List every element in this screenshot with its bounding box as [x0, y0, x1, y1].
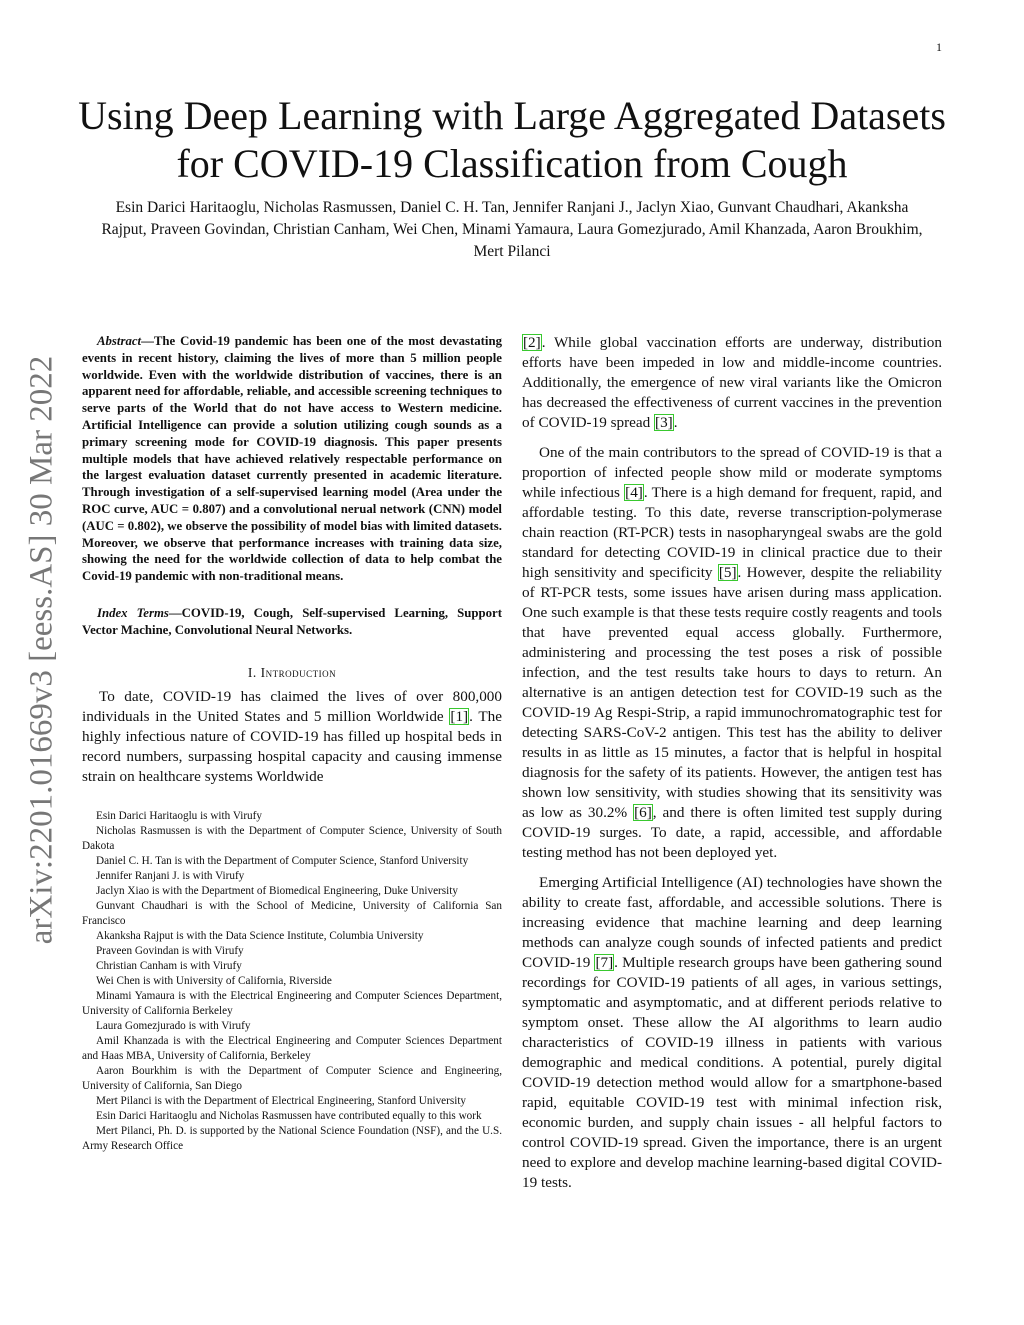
citation-link-2[interactable]: [2] — [523, 334, 541, 351]
author-footnotes — [82, 809, 502, 1154]
footnote: Mert Pilanci, Ph. D. is supported by the National Science Foundation (NSF), and the U.S. Army Research Office — [82, 1124, 502, 1152]
footnote: Esin Darici Haritaoglu and Nicholas Rasmussen have contributed equally to this work — [96, 1109, 482, 1122]
section-heading-introduction: I. Introduction — [247, 664, 337, 680]
left-column — [82, 333, 502, 1154]
footnote: Mert Pilanci is with the Department of Electrical Engineering, Stanford University — [96, 1094, 467, 1107]
footnote: Akanksha Rajput is with the Data Science Institute, Columbia University — [96, 929, 424, 942]
right-column — [522, 333, 942, 1193]
abstract-text: —The Covid-19 pandemic has been one of the most devastating events in recent history, claiming the lives of more than 5 million people worldwide. Even with the worldwide distribution of vaccines, there is an apparent need for affordable, reliable, and accessible screening techniques to serve parts of the World that do not have access to Western medicine. Artificial Intelligence can provide a solution utilizing cough sounds as a primary screening mode for COVID-19 diagnosis. This paper presents multiple models that have achieved relatively respectable performance on the largest evaluation dataset currently presented in academic literature. Through investigation of a self-supervised learning model (Area under the ROC curve, AUC = 0.807) and a convolutional nerual network (CNN) model (AUC = 0.802), we observe the possibility of model bias with limited datasets. Moreover, we observe that performance increases with training data size, showing the need for the worldwide collection of data to help combat the Covid-19 pandemic with non-traditional means. — [82, 334, 502, 584]
citation-link-3[interactable]: [3] — [655, 414, 673, 431]
footnote: Nicholas Rasmussen is with the Department of Computer Science, University of South Dakota — [82, 824, 502, 852]
index-terms-text: —COVID-19, Cough, Self-supervised Learning, Support Vector Machine, Convolutional Neural Networks. — [82, 605, 502, 637]
footnote: Wei Chen is with University of California, Riverside — [96, 974, 332, 987]
footnote: Minami Yamaura is with the Electrical Engineering and Computer Sciences Department, University of California Berkeley — [82, 989, 502, 1017]
citation-link-7[interactable]: [7] — [595, 954, 614, 971]
author-list: Esin Darici Haritaoglu, Nicholas Rasmussen, Daniel C. H. Tan, Jennifer Ranjani J., Jaclyn Xiao, Gunvant Chaudhari, Akanksha Rajput, Praveen Govindan, Christian Canham, Wei Chen, Minami Yamaura, Laura Gomezjurado, Amil Khanzada, Aaron Broukhim, Mert Pilanci — [101, 199, 923, 260]
footnote: Laura Gomezjurado is with Virufy — [96, 1019, 251, 1032]
arxiv-identifier — [20, 340, 64, 960]
intro-paragraph-continued: [2]. While global vaccination efforts are underway, distribution efforts have been impeded in low and middle-income countries. Additionally, the emergence of new viral variants like the Omicron has decreased the effectiveness of current vaccines in the prevention of COVID-19 spread [3]. — [522, 334, 942, 431]
footnote: Daniel C. H. Tan is with the Department of Computer Science, Stanford University — [96, 854, 469, 867]
arxiv-identifier-text: arXiv:2201.01669v3 [eess.AS] 30 Mar 2022 — [23, 355, 60, 945]
intro-paragraph-1: To date, COVID-19 has claimed the lives of over 800,000 individuals in the United States and 5 million Worldwide [1]. The highly infectious nature of COVID-19 has filled up hospital beds in record numbers, surpassing hospital capacity and causing immense strain on healthcare systems Worldwide — [82, 687, 502, 785]
citation-link-6[interactable]: [6] — [634, 804, 652, 821]
page-number: 1 — [936, 40, 942, 54]
citation-link-4[interactable]: [4] — [625, 484, 643, 501]
footnote: Jaclyn Xiao is with the Department of Biomedical Engineering, Duke University — [96, 884, 458, 897]
abstract-label: Abstract — [97, 334, 142, 348]
paper-title: Using Deep Learning with Large Aggregated Datasets for COVID-19 Classification from Cough — [78, 93, 946, 186]
abstract — [82, 333, 502, 585]
index-terms — [82, 605, 502, 639]
footnote: Praveen Govindan is with Virufy — [96, 944, 244, 957]
footnote: Aaron Bourkhim is with the Department of Computer Science and Engineering, University of California, San Diego — [82, 1064, 502, 1092]
citation-link-5[interactable]: [5] — [718, 564, 737, 581]
footnote: Esin Darici Haritaoglu is with Virufy — [96, 809, 262, 822]
intro-paragraph-2: One of the main contributors to the spread of COVID-19 is that a proportion of infected people show mild or moderate symptoms while infectious [4]. There is a high demand for frequent, rapid, and affordable testing. To this date, reverse transcription-polymerase chain reaction (RT-PCR) tests in nasopharyngeal swabs are the gold standard for detecting COVID-19 in clinical practice due to their high sensitivity and specificity [5]. However, despite the reliability of RT-PCR tests, some issues have arisen during mass application. One such example is that these tests require costly reagents and tools that have prevented equal access globally. Furthermore, administering and processing the test poses a risk of possible infection, and the test results take hours to days to return. An alternative is an antigen detection test for COVID-19 such as the COVID-19 Ag Respi-Strip, a rapid immunochromatographic test for detecting SARS-CoV-2 antigen. This test has the ability to deliver results in as little as 15 minutes, a factor that is helpful in hospital diagnosis for the safety of its patients. However, the antigen test has shown low sensitivity, with studies showing that its sensitivity was as low as 30.2% [6], and there is often limited test supply during COVID-19 surges. To date, a rapid, accessible, and affordable testing method has not been deployed yet. — [522, 444, 942, 861]
citation-link-1[interactable]: [1] — [450, 707, 469, 725]
footnote: Christian Canham is with Virufy — [96, 959, 242, 972]
index-terms-label: Index Terms — [97, 605, 169, 620]
footnote: Jennifer Ranjani J. is with Virufy — [96, 869, 245, 882]
footnote: Gunvant Chaudhari is with the School of Medicine, University of California San Francisco — [82, 899, 502, 927]
intro-paragraph-3: Emerging Artificial Intelligence (AI) technologies have shown the ability to create fast, affordable, and accessible solutions. There is increasing evidence that machine learning and deep learning methods can analyze cough sounds of infected patients and predict COVID-19 [7]. Multiple research groups have been gathering sound recordings for COVID-19 patients of all ages, in various settings, symptomatic and asymptomatic, and at different periods relative to symptom onset. These allow the AI algorithms to learn audio characteristics of COVID-19 illness in patients with various demographic and medical conditions. A potential, purely digital COVID-19 detection method would allow for a smartphone-based rapid, equitable COVID-19 test with minimal infection risk, economic burden, and supply chain issues - all helpful factors to control COVID-19 spread. Given the importance, there is an urgent need to explore and develop machine learning-based digital COVID-19 tests. — [522, 874, 942, 1191]
footnote: Amil Khanzada is with the Electrical Engineering and Computer Sciences Department and Haas MBA, University of California, Berkeley — [82, 1034, 502, 1062]
